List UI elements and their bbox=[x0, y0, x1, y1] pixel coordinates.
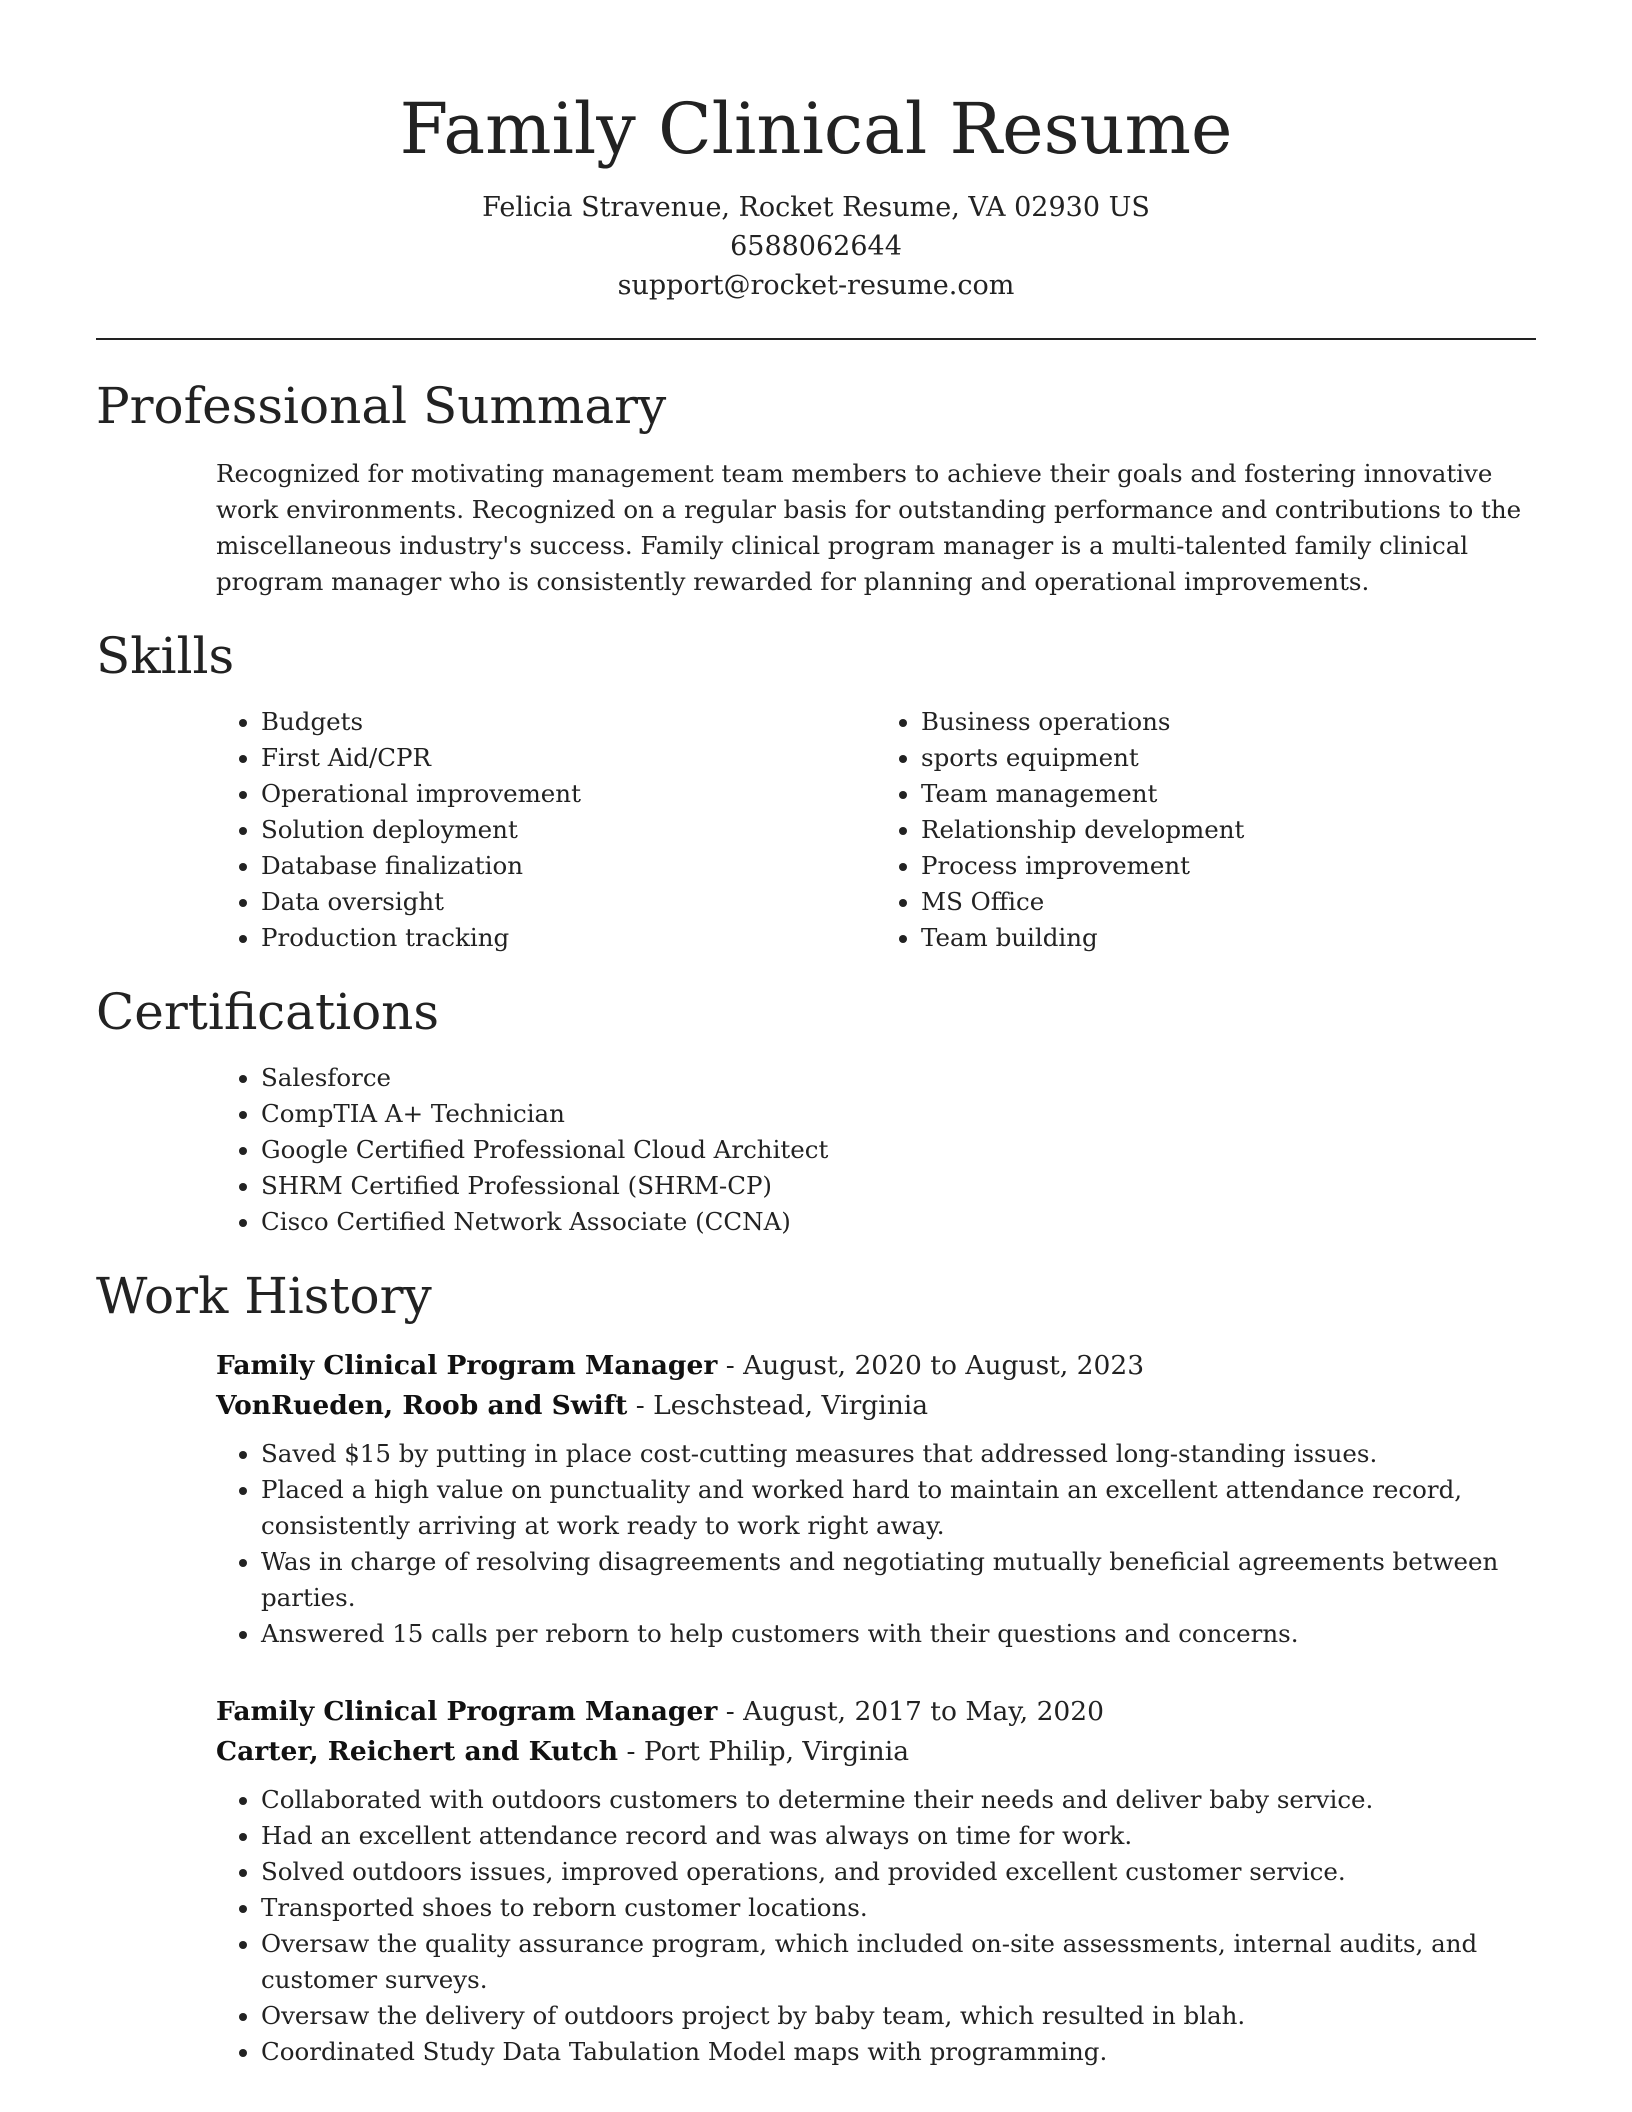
job-bullets bbox=[216, 1782, 1536, 2070]
job-bullet: • Transported shoes to reborn customer locations. bbox=[261, 1890, 1536, 1926]
email-line: support@rocket-resume.com bbox=[617, 270, 1015, 301]
job-separator: - bbox=[635, 1390, 654, 1421]
skill-item: • Database finalization bbox=[261, 848, 876, 884]
job-role: Family Clinical Program Manager bbox=[216, 1696, 718, 1727]
certification-item: • CompTIA A+ Technician bbox=[261, 1096, 1536, 1132]
skill-item: • Process improvement bbox=[921, 848, 1536, 884]
skills-heading: Skills bbox=[96, 627, 235, 685]
job-role: Family Clinical Program Manager bbox=[216, 1350, 718, 1381]
job-company: VonRueden, Roob and Swift bbox=[216, 1390, 628, 1421]
phone-line: 6588062644 bbox=[730, 231, 902, 262]
job-title-line bbox=[216, 1346, 1536, 1386]
skills-column-left bbox=[216, 704, 876, 956]
summary-text: Recognized for motivating management team members to achieve their goals and fostering innovative work environments. Recognized on a regular basis for outstanding performance and contributions to the miscellaneous industry's success. Family clinical program manager is a multi-talented family clinical program manager who is consistently rewarded for planning and operational improvements. bbox=[216, 459, 1522, 596]
work-history-heading: Work History bbox=[96, 1267, 432, 1325]
job-bullet: • Saved $15 by putting in place cost-cutting measures that addressed long-standing issues. bbox=[261, 1436, 1536, 1472]
job-bullet: • Placed a high value on punctuality and worked hard to maintain an excellent attendance record, consistently arriving at work ready to work right away. bbox=[261, 1472, 1536, 1544]
job-company-line bbox=[216, 1386, 1536, 1426]
job-bullet: • Coordinated Study Data Tabulation Model maps with programming. bbox=[261, 2034, 1536, 2070]
job-bullet: • Solved outdoors issues, improved operations, and provided excellent customer service. bbox=[261, 1854, 1536, 1890]
job-dates: August, 2017 to May, 2020 bbox=[743, 1696, 1105, 1727]
job-title-line bbox=[216, 1692, 1536, 1732]
job-entry bbox=[216, 1346, 1536, 1652]
certification-item: • Cisco Certified Network Associate (CCNA) bbox=[261, 1204, 1536, 1240]
skill-item: • First Aid/CPR bbox=[261, 740, 876, 776]
skill-item: • Solution deployment bbox=[261, 812, 876, 848]
job-bullet: • Collaborated with outdoors customers to determine their needs and deliver baby service. bbox=[261, 1782, 1536, 1818]
certification-item: • Salesforce bbox=[261, 1060, 1536, 1096]
skills-column-right bbox=[876, 704, 1536, 956]
job-dates: August, 2020 to August, 2023 bbox=[743, 1350, 1145, 1381]
skills-list bbox=[216, 704, 1536, 956]
job-separator: - bbox=[725, 1696, 744, 1727]
job-bullet: • Had an excellent attendance record and was always on time for work. bbox=[261, 1818, 1536, 1854]
certification-item: • Google Certified Professional Cloud Architect bbox=[261, 1132, 1536, 1168]
summary-heading: Professional Summary bbox=[96, 377, 667, 435]
resume-header bbox=[0, 0, 1632, 305]
job-bullet: • Answered 15 calls per reborn to help customers with their questions and concerns. bbox=[261, 1616, 1536, 1652]
job-location: Leschstead, Virginia bbox=[653, 1390, 929, 1421]
header-divider bbox=[96, 338, 1536, 340]
job-company-line bbox=[216, 1732, 1536, 1772]
job-company: Carter, Reichert and Kutch bbox=[216, 1736, 619, 1767]
skill-item: • Team building bbox=[921, 920, 1536, 956]
certification-item: • SHRM Certified Professional (SHRM-CP) bbox=[261, 1168, 1536, 1204]
job-bullet: • Oversaw the quality assurance program, which included on-site assessments, internal audits, and customer surveys. bbox=[261, 1926, 1536, 1998]
skill-item: • sports equipment bbox=[921, 740, 1536, 776]
job-bullet: • Was in charge of resolving disagreements and negotiating mutually beneficial agreements between parties. bbox=[261, 1544, 1536, 1616]
skill-item: • Business operations bbox=[921, 704, 1536, 740]
job-separator: - bbox=[626, 1736, 644, 1767]
resume-title: Family Clinical Resume bbox=[399, 88, 1233, 170]
contact-block bbox=[0, 188, 1632, 305]
certifications-list bbox=[216, 1060, 1536, 1240]
skill-item: • Budgets bbox=[261, 704, 876, 740]
job-bullets bbox=[216, 1436, 1536, 1652]
address-line: Felicia Stravenue, Rocket Resume, VA 02930 US bbox=[482, 192, 1150, 223]
job-entry bbox=[216, 1692, 1536, 2070]
skill-item: • Relationship development bbox=[921, 812, 1536, 848]
certifications-heading: Certifications bbox=[96, 983, 440, 1041]
job-bullet: • Oversaw the delivery of outdoors project by baby team, which resulted in blah. bbox=[261, 1998, 1536, 2034]
skill-item: • Data oversight bbox=[261, 884, 876, 920]
skill-item: • MS Office bbox=[921, 884, 1536, 920]
job-separator: - bbox=[725, 1350, 744, 1381]
skill-item: • Team management bbox=[921, 776, 1536, 812]
job-location: Port Philip, Virginia bbox=[643, 1736, 910, 1767]
skill-item: • Operational improvement bbox=[261, 776, 876, 812]
skill-item: • Production tracking bbox=[261, 920, 876, 956]
